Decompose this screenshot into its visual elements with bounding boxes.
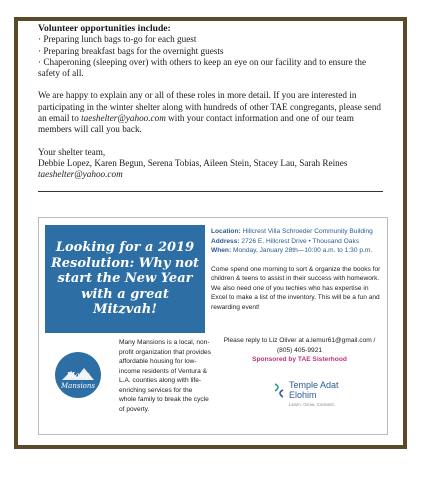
- when-value: Monday, January 28th—10:00 a.m. to 1:30 p.m.: [231, 247, 373, 254]
- flyer-headline: Looking for a 2019 Resolution: Why not start the New Year with a great Mitzvah!: [50, 240, 200, 318]
- signature-names: Debbie Lopez, Karen Begun, Serena Tobias, Aileen Stein, Stacey Lau, Sarah Reines: [38, 157, 348, 168]
- flyer-headline-box: [45, 225, 205, 333]
- volunteer-item: · Chaperoning (sleeping over) with others to keep an eye on our facility and to ensure the safety of all.: [38, 56, 367, 79]
- temple-name: Temple Adat Elohim: [289, 380, 339, 400]
- when-row: [211, 246, 385, 256]
- address-label: Address:: [211, 237, 240, 245]
- reply-text: Please reply to Liz Oliver at a.lemur61@gmail.com / (805) 405-9921: [223, 337, 376, 354]
- page-frame: [14, 17, 407, 449]
- location-row: [211, 227, 385, 237]
- many-mansions-logo: [53, 350, 103, 400]
- when-label: When:: [211, 247, 232, 254]
- reply-info: [217, 336, 382, 365]
- address-row: [211, 237, 385, 247]
- svg-text:Many: Many: [66, 371, 90, 380]
- volunteer-heading: Volunteer opportunities include:: [38, 23, 171, 34]
- event-flyer: [38, 217, 388, 435]
- explain-paragraph: [38, 90, 388, 135]
- volunteer-item: · Preparing lunch bags to-go for each guest: [38, 34, 197, 45]
- temple-mark-icon: [273, 382, 285, 400]
- svg-text:Mansions: Mansions: [61, 382, 95, 390]
- explain-text: We are happy to explain any or all of these roles in more detail. If you are interested in participating in the winter shelter along with hundreds of other TAE congregants, please send an email to: [38, 90, 382, 124]
- signature-closing: Your shelter team,: [38, 146, 106, 157]
- temple-tagline: Learn. Grow. Connect.: [289, 402, 335, 407]
- many-mansions-description: Many Mansions is a local, non-profit organization that provides affordable housing for low-income residents of Ventura & L.A. counties along with life-enriching services for the whole family to break the cycle of poverty.: [119, 339, 212, 413]
- email-link[interactable]: taeshelter@yahoo.com: [81, 113, 166, 124]
- letter-content: [38, 23, 388, 181]
- location-value: Hillcrest Villa Schroeder Community Building: [240, 228, 373, 235]
- event-description: Come spend one morning to sort & organize the books for children & teens to assist in their success with homework. We also need one of you techies who has expertise in Excel to make a list of the inventory. This will be a fun and rewarding event!: [211, 265, 381, 311]
- signature: [38, 147, 388, 181]
- explain-text-end: with your contact information and one of our team members will call you back.: [38, 113, 354, 135]
- signature-email[interactable]: taeshelter@yahoo.com: [38, 169, 123, 180]
- sponsor-text: Sponsored by TAE Sisterhood: [252, 356, 347, 363]
- address-value: 2726 E. Hillcrest Drive • Thousand Oaks: [239, 237, 360, 245]
- event-details: [211, 227, 385, 312]
- location-label: Location:: [211, 228, 241, 235]
- volunteer-item: · Preparing breakfast bags for the overnight guests: [38, 45, 224, 56]
- divider: [38, 191, 383, 192]
- temple-logo: [273, 380, 363, 420]
